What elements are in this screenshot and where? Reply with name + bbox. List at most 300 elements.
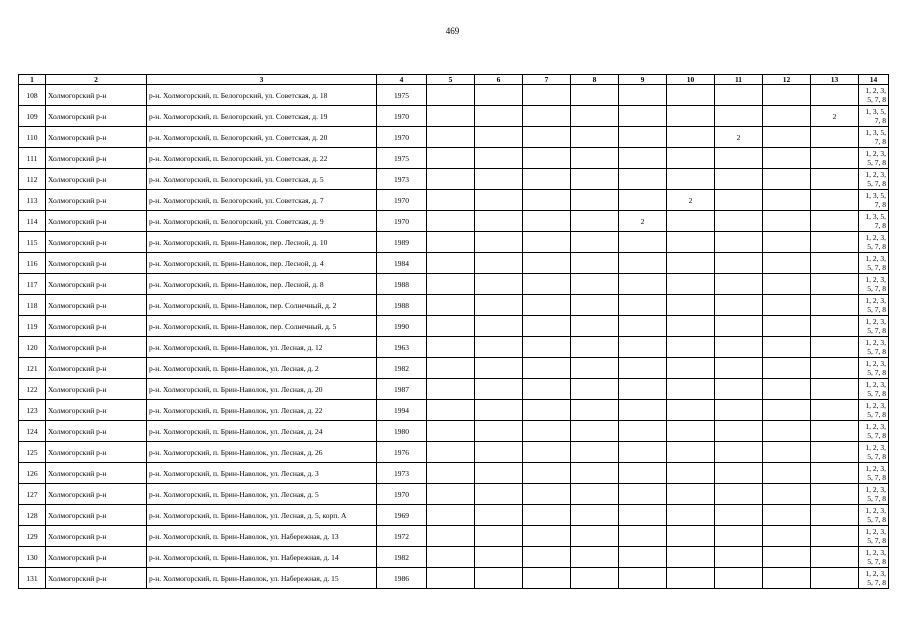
cell-col-2: Холмогорский р-н	[46, 547, 147, 568]
cell-col-12	[763, 337, 811, 358]
cell-col-10	[667, 547, 715, 568]
cell-col-6	[475, 463, 523, 484]
cell-col-14: 1, 2, 3, 5, 7, 8	[859, 295, 889, 316]
table-row	[19, 442, 889, 463]
cell-col-1: 120	[19, 337, 46, 358]
cell-col-5	[427, 358, 475, 379]
cell-col-3: р-н. Холмогорский, п. Белогорский, ул. Советская, д. 18	[147, 85, 377, 106]
cell-col-8	[571, 232, 619, 253]
cell-col-10	[667, 400, 715, 421]
cell-col-5	[427, 295, 475, 316]
cell-col-14: 1, 2, 3, 5, 7, 8	[859, 442, 889, 463]
cell-col-7	[523, 253, 571, 274]
cell-col-6	[475, 526, 523, 547]
cell-col-7	[523, 106, 571, 127]
cell-col-5	[427, 169, 475, 190]
cell-col-4: 1975	[377, 148, 427, 169]
cell-col-12	[763, 295, 811, 316]
cell-col-11	[715, 547, 763, 568]
cell-col-12	[763, 358, 811, 379]
cell-col-8	[571, 484, 619, 505]
cell-col-5	[427, 190, 475, 211]
cell-col-8	[571, 526, 619, 547]
page-number: 469	[445, 26, 460, 36]
cell-col-3: р-н. Холмогорский, п. Белогорский, ул. Советская, д. 22	[147, 148, 377, 169]
cell-col-2: Холмогорский р-н	[46, 169, 147, 190]
cell-col-10	[667, 127, 715, 148]
cell-col-4: 1970	[377, 127, 427, 148]
cell-col-7	[523, 127, 571, 148]
cell-col-2: Холмогорский р-н	[46, 316, 147, 337]
cell-col-2: Холмогорский р-н	[46, 400, 147, 421]
cell-col-5	[427, 85, 475, 106]
cell-col-4: 1994	[377, 400, 427, 421]
cell-col-10	[667, 85, 715, 106]
cell-col-1: 109	[19, 106, 46, 127]
cell-col-5	[427, 253, 475, 274]
cell-col-6	[475, 358, 523, 379]
cell-col-1: 111	[19, 148, 46, 169]
cell-col-10	[667, 358, 715, 379]
cell-col-11	[715, 232, 763, 253]
cell-col-8	[571, 190, 619, 211]
cell-col-9	[619, 442, 667, 463]
cell-col-11	[715, 358, 763, 379]
table-row	[19, 505, 889, 526]
cell-col-2: Холмогорский р-н	[46, 442, 147, 463]
cell-col-12	[763, 253, 811, 274]
cell-col-1: 114	[19, 211, 46, 232]
cell-col-8	[571, 295, 619, 316]
cell-col-6	[475, 442, 523, 463]
cell-col-9	[619, 316, 667, 337]
cell-col-11	[715, 85, 763, 106]
cell-col-6	[475, 211, 523, 232]
cell-col-3: р-н. Холмогорский, п. Брин-Наволок, пер. Лесной, д. 8	[147, 274, 377, 295]
table-row	[19, 421, 889, 442]
table-header	[19, 75, 889, 85]
cell-col-3: р-н. Холмогорский, п. Брин-Наволок, пер. Солнечный, д. 5	[147, 316, 377, 337]
cell-col-10	[667, 232, 715, 253]
cell-col-12	[763, 484, 811, 505]
cell-col-3: р-н. Холмогорский, п. Брин-Наволок, ул. Лесная, д. 3	[147, 463, 377, 484]
cell-col-4: 1969	[377, 505, 427, 526]
cell-col-7	[523, 442, 571, 463]
cell-col-1: 113	[19, 190, 46, 211]
cell-col-2: Холмогорский р-н	[46, 253, 147, 274]
cell-col-12	[763, 169, 811, 190]
cell-col-8	[571, 379, 619, 400]
cell-col-9	[619, 85, 667, 106]
column-header-9: 9	[619, 75, 667, 85]
column-header-2: 2	[46, 75, 147, 85]
cell-col-1: 121	[19, 358, 46, 379]
cell-col-7	[523, 85, 571, 106]
cell-col-4: 1970	[377, 211, 427, 232]
cell-col-9	[619, 505, 667, 526]
cell-col-9	[619, 337, 667, 358]
cell-col-4: 1986	[377, 568, 427, 589]
cell-col-8	[571, 274, 619, 295]
table-body	[19, 85, 889, 589]
cell-col-11	[715, 169, 763, 190]
cell-col-13	[811, 337, 859, 358]
cell-col-2: Холмогорский р-н	[46, 526, 147, 547]
cell-col-9	[619, 127, 667, 148]
table-row	[19, 253, 889, 274]
cell-col-2: Холмогорский р-н	[46, 106, 147, 127]
cell-col-11	[715, 400, 763, 421]
cell-col-9	[619, 148, 667, 169]
cell-col-12	[763, 148, 811, 169]
cell-col-7	[523, 421, 571, 442]
column-header-14: 14	[859, 75, 889, 85]
cell-col-10	[667, 211, 715, 232]
cell-col-13	[811, 316, 859, 337]
cell-col-6	[475, 232, 523, 253]
cell-col-14: 1, 3, 5, 7, 8	[859, 211, 889, 232]
cell-col-11	[715, 568, 763, 589]
cell-col-11	[715, 505, 763, 526]
table-row	[19, 400, 889, 421]
cell-col-4: 1988	[377, 295, 427, 316]
cell-col-4: 1982	[377, 358, 427, 379]
table-row	[19, 379, 889, 400]
table-row	[19, 85, 889, 106]
cell-col-11	[715, 463, 763, 484]
cell-col-14: 1, 2, 3, 5, 7, 8	[859, 568, 889, 589]
cell-col-9	[619, 169, 667, 190]
cell-col-2: Холмогорский р-н	[46, 211, 147, 232]
cell-col-6	[475, 106, 523, 127]
cell-col-14: 1, 2, 3, 5, 7, 8	[859, 337, 889, 358]
cell-col-8	[571, 85, 619, 106]
cell-col-6	[475, 316, 523, 337]
cell-col-3: р-н. Холмогорский, п. Брин-Наволок, ул. Лесная, д. 26	[147, 442, 377, 463]
cell-col-2: Холмогорский р-н	[46, 274, 147, 295]
cell-col-8	[571, 547, 619, 568]
cell-col-13	[811, 232, 859, 253]
cell-col-6	[475, 484, 523, 505]
table-row	[19, 526, 889, 547]
cell-col-7	[523, 400, 571, 421]
cell-col-13	[811, 547, 859, 568]
cell-col-6	[475, 568, 523, 589]
cell-col-4: 1975	[377, 85, 427, 106]
cell-col-3: р-н. Холмогорский, п. Брин-Наволок, ул. Лесная, д. 5	[147, 484, 377, 505]
cell-col-2: Холмогорский р-н	[46, 127, 147, 148]
cell-col-5	[427, 148, 475, 169]
registry-table	[18, 74, 889, 589]
cell-col-1: 117	[19, 274, 46, 295]
cell-col-11	[715, 421, 763, 442]
cell-col-14: 1, 2, 3, 5, 7, 8	[859, 253, 889, 274]
cell-col-13	[811, 400, 859, 421]
cell-col-3: р-н. Холмогорский, п. Белогорский, ул. Советская, д. 5	[147, 169, 377, 190]
cell-col-2: Холмогорский р-н	[46, 505, 147, 526]
cell-col-7	[523, 505, 571, 526]
cell-col-3: р-н. Холмогорский, п. Брин-Наволок, ул. Набережная, д. 13	[147, 526, 377, 547]
cell-col-14: 1, 2, 3, 5, 7, 8	[859, 526, 889, 547]
cell-col-4: 1973	[377, 463, 427, 484]
cell-col-10	[667, 526, 715, 547]
cell-col-12	[763, 505, 811, 526]
cell-col-9: 2	[619, 211, 667, 232]
cell-col-11	[715, 148, 763, 169]
table-row	[19, 274, 889, 295]
cell-col-1: 110	[19, 127, 46, 148]
cell-col-14: 1, 2, 3, 5, 7, 8	[859, 484, 889, 505]
cell-col-1: 115	[19, 232, 46, 253]
cell-col-14: 1, 2, 3, 5, 7, 8	[859, 169, 889, 190]
column-header-10: 10	[667, 75, 715, 85]
cell-col-5	[427, 106, 475, 127]
cell-col-3: р-н. Холмогорский, п. Брин-Наволок, ул. Лесная, д. 5, корп. А	[147, 505, 377, 526]
cell-col-9	[619, 274, 667, 295]
cell-col-14: 1, 2, 3, 5, 7, 8	[859, 421, 889, 442]
cell-col-1: 123	[19, 400, 46, 421]
cell-col-5	[427, 316, 475, 337]
cell-col-3: р-н. Холмогорский, п. Белогорский, ул. Советская, д. 20	[147, 127, 377, 148]
cell-col-14: 1, 2, 3, 5, 7, 8	[859, 85, 889, 106]
column-header-6: 6	[475, 75, 523, 85]
cell-col-4: 1987	[377, 379, 427, 400]
cell-col-5	[427, 211, 475, 232]
cell-col-7	[523, 358, 571, 379]
column-header-7: 7	[523, 75, 571, 85]
cell-col-12	[763, 316, 811, 337]
cell-col-10	[667, 379, 715, 400]
cell-col-9	[619, 463, 667, 484]
cell-col-4: 1970	[377, 484, 427, 505]
cell-col-7	[523, 463, 571, 484]
cell-col-13	[811, 211, 859, 232]
cell-col-4: 1980	[377, 421, 427, 442]
cell-col-10	[667, 169, 715, 190]
cell-col-13	[811, 379, 859, 400]
cell-col-1: 112	[19, 169, 46, 190]
cell-col-11	[715, 526, 763, 547]
cell-col-2: Холмогорский р-н	[46, 232, 147, 253]
cell-col-1: 131	[19, 568, 46, 589]
cell-col-13	[811, 568, 859, 589]
cell-col-12	[763, 274, 811, 295]
cell-col-1: 124	[19, 421, 46, 442]
column-header-3: 3	[147, 75, 377, 85]
cell-col-7	[523, 547, 571, 568]
cell-col-4: 1990	[377, 316, 427, 337]
cell-col-3: р-н. Холмогорский, п. Брин-Наволок, ул. Лесная, д. 24	[147, 421, 377, 442]
cell-col-6	[475, 547, 523, 568]
cell-col-1: 116	[19, 253, 46, 274]
cell-col-14: 1, 2, 3, 5, 7, 8	[859, 274, 889, 295]
cell-col-6	[475, 379, 523, 400]
cell-col-8	[571, 106, 619, 127]
cell-col-3: р-н. Холмогорский, п. Белогорский, ул. Советская, д. 9	[147, 211, 377, 232]
cell-col-3: р-н. Холмогорский, п. Брин-Наволок, ул. Лесная, д. 20	[147, 379, 377, 400]
table-row	[19, 568, 889, 589]
column-header-13: 13	[811, 75, 859, 85]
table-row	[19, 463, 889, 484]
cell-col-10	[667, 463, 715, 484]
cell-col-14: 1, 2, 3, 5, 7, 8	[859, 358, 889, 379]
cell-col-6	[475, 337, 523, 358]
cell-col-12	[763, 463, 811, 484]
cell-col-1: 119	[19, 316, 46, 337]
cell-col-8	[571, 169, 619, 190]
cell-col-13	[811, 190, 859, 211]
cell-col-11	[715, 442, 763, 463]
cell-col-2: Холмогорский р-н	[46, 295, 147, 316]
cell-col-14: 1, 2, 3, 5, 7, 8	[859, 232, 889, 253]
cell-col-2: Холмогорский р-н	[46, 421, 147, 442]
cell-col-14: 1, 2, 3, 5, 7, 8	[859, 463, 889, 484]
cell-col-6	[475, 127, 523, 148]
cell-col-13	[811, 169, 859, 190]
cell-col-4: 1984	[377, 253, 427, 274]
table-row	[19, 190, 889, 211]
cell-col-8	[571, 148, 619, 169]
cell-col-10	[667, 568, 715, 589]
cell-col-3: р-н. Холмогорский, п. Брин-Наволок, пер. Солнечный, д. 2	[147, 295, 377, 316]
cell-col-12	[763, 106, 811, 127]
cell-col-10	[667, 148, 715, 169]
cell-col-1: 126	[19, 463, 46, 484]
cell-col-11	[715, 253, 763, 274]
cell-col-2: Холмогорский р-н	[46, 358, 147, 379]
cell-col-12	[763, 127, 811, 148]
column-header-8: 8	[571, 75, 619, 85]
cell-col-4: 1982	[377, 547, 427, 568]
cell-col-3: р-н. Холмогорский, п. Брин-Наволок, ул. Набережная, д. 14	[147, 547, 377, 568]
cell-col-13	[811, 442, 859, 463]
cell-col-11	[715, 106, 763, 127]
table-row	[19, 337, 889, 358]
cell-col-7	[523, 148, 571, 169]
cell-col-1: 108	[19, 85, 46, 106]
cell-col-3: р-н. Холмогорский, п. Брин-Наволок, пер. Лесной, д. 10	[147, 232, 377, 253]
cell-col-8	[571, 253, 619, 274]
cell-col-9	[619, 253, 667, 274]
cell-col-7	[523, 379, 571, 400]
cell-col-13	[811, 526, 859, 547]
table-row	[19, 547, 889, 568]
cell-col-13	[811, 274, 859, 295]
cell-col-4: 1963	[377, 337, 427, 358]
cell-col-1: 127	[19, 484, 46, 505]
cell-col-12	[763, 547, 811, 568]
cell-col-7	[523, 169, 571, 190]
table-row	[19, 232, 889, 253]
cell-col-7	[523, 568, 571, 589]
cell-col-8	[571, 358, 619, 379]
cell-col-5	[427, 526, 475, 547]
cell-col-7	[523, 232, 571, 253]
cell-col-5	[427, 463, 475, 484]
cell-col-12	[763, 190, 811, 211]
cell-col-10	[667, 106, 715, 127]
cell-col-12	[763, 232, 811, 253]
cell-col-13: 2	[811, 106, 859, 127]
cell-col-8	[571, 442, 619, 463]
cell-col-14: 1, 2, 3, 5, 7, 8	[859, 148, 889, 169]
cell-col-1: 125	[19, 442, 46, 463]
table-row	[19, 106, 889, 127]
cell-col-13	[811, 358, 859, 379]
cell-col-14: 1, 2, 3, 5, 7, 8	[859, 379, 889, 400]
cell-col-8	[571, 505, 619, 526]
cell-col-9	[619, 484, 667, 505]
cell-col-5	[427, 421, 475, 442]
cell-col-11	[715, 295, 763, 316]
cell-col-1: 129	[19, 526, 46, 547]
column-header-12: 12	[763, 75, 811, 85]
cell-col-5	[427, 337, 475, 358]
cell-col-8	[571, 337, 619, 358]
header-row	[19, 75, 889, 85]
cell-col-10	[667, 421, 715, 442]
table-row	[19, 358, 889, 379]
cell-col-8	[571, 421, 619, 442]
cell-col-2: Холмогорский р-н	[46, 337, 147, 358]
cell-col-12	[763, 85, 811, 106]
cell-col-13	[811, 463, 859, 484]
cell-col-11	[715, 484, 763, 505]
cell-col-7	[523, 190, 571, 211]
cell-col-7	[523, 484, 571, 505]
cell-col-9	[619, 106, 667, 127]
cell-col-9	[619, 358, 667, 379]
cell-col-6	[475, 85, 523, 106]
cell-col-11	[715, 211, 763, 232]
column-header-5: 5	[427, 75, 475, 85]
cell-col-5	[427, 568, 475, 589]
cell-col-4: 1970	[377, 190, 427, 211]
cell-col-3: р-н. Холмогорский, п. Белогорский, ул. Советская, д. 19	[147, 106, 377, 127]
cell-col-3: р-н. Холмогорский, п. Брин-Наволок, ул. Лесная, д. 12	[147, 337, 377, 358]
cell-col-10	[667, 316, 715, 337]
cell-col-8	[571, 211, 619, 232]
cell-col-1: 118	[19, 295, 46, 316]
cell-col-10	[667, 253, 715, 274]
cell-col-4: 1970	[377, 106, 427, 127]
cell-col-7	[523, 211, 571, 232]
cell-col-13	[811, 421, 859, 442]
cell-col-14: 1, 2, 3, 5, 7, 8	[859, 547, 889, 568]
cell-col-5	[427, 232, 475, 253]
cell-col-11	[715, 316, 763, 337]
column-header-1: 1	[19, 75, 46, 85]
cell-col-5	[427, 400, 475, 421]
cell-col-4: 1972	[377, 526, 427, 547]
cell-col-6	[475, 190, 523, 211]
table-row	[19, 148, 889, 169]
cell-col-1: 122	[19, 379, 46, 400]
cell-col-12	[763, 379, 811, 400]
cell-col-6	[475, 253, 523, 274]
table-row	[19, 169, 889, 190]
cell-col-2: Холмогорский р-н	[46, 85, 147, 106]
cell-col-10	[667, 295, 715, 316]
cell-col-9	[619, 190, 667, 211]
cell-col-3: р-н. Холмогорский, п. Белогорский, ул. Советская, д. 7	[147, 190, 377, 211]
cell-col-10	[667, 337, 715, 358]
cell-col-8	[571, 568, 619, 589]
cell-col-2: Холмогорский р-н	[46, 568, 147, 589]
cell-col-1: 130	[19, 547, 46, 568]
cell-col-3: р-н. Холмогорский, п. Брин-Наволок, ул. Лесная, д. 22	[147, 400, 377, 421]
cell-col-2: Холмогорский р-н	[46, 463, 147, 484]
